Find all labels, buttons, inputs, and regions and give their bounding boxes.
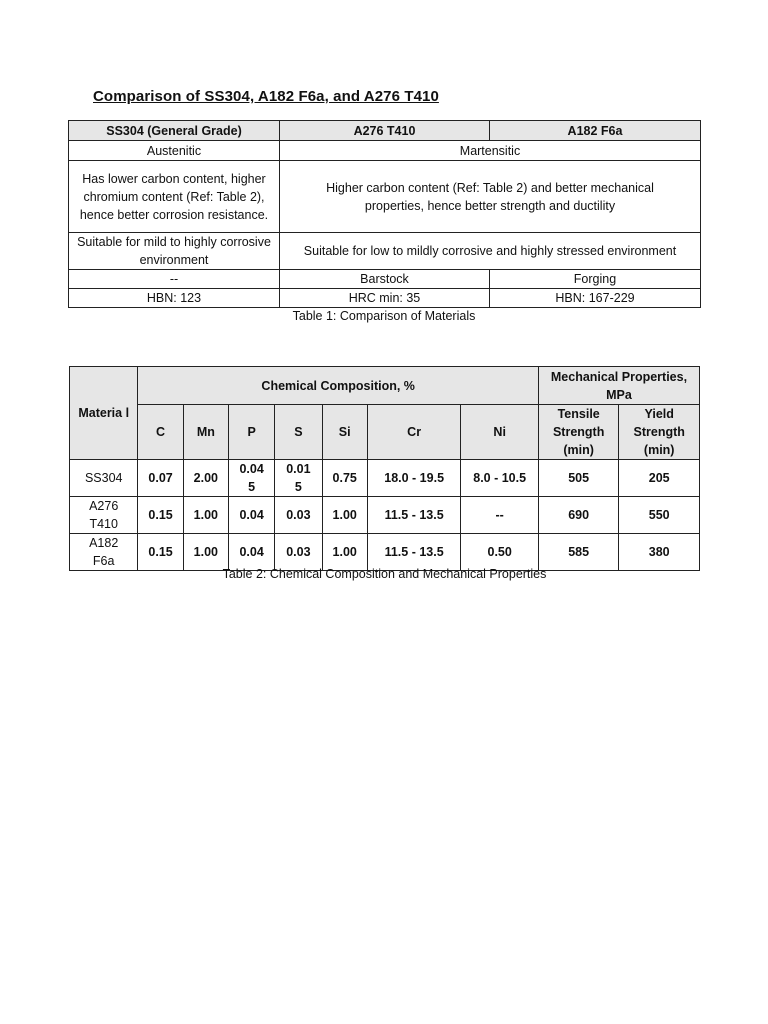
cell-yield: 550 (619, 497, 700, 534)
header-element-ni: Ni (461, 405, 539, 460)
header-element-cr: Cr (367, 405, 461, 460)
material-a276-t410 (70, 497, 138, 534)
header-material-label: Materia l (78, 406, 130, 420)
environment-ss304: Suitable for mild to highly corrosive environment (69, 233, 280, 270)
cell-tensile: 505 (538, 460, 619, 497)
table2-caption: Table 2: Chemical Composition and Mechanical Properties (222, 567, 547, 581)
header-a182-f6a: A182 F6a (490, 121, 701, 141)
header-element-p: P (228, 405, 274, 460)
cell-si: 1.00 (322, 534, 367, 571)
cell-yield: 380 (619, 534, 700, 571)
form-a182-f6a: Forging (490, 270, 701, 289)
cell-ni: 0.50 (461, 534, 539, 571)
cell-p (228, 460, 274, 497)
cell-tensile: 690 (538, 497, 619, 534)
cell-yield: 205 (619, 460, 700, 497)
properties-ss304: Has lower carbon content, higher chromium content (Ref: Table 2), hence better corrosion resistance. (69, 161, 280, 233)
table-row (70, 460, 700, 497)
cell-c: 0.15 (138, 534, 183, 571)
header-element-c: C (138, 405, 183, 460)
structure-martensitic: Martensitic (280, 141, 701, 161)
cell-p: 0.04 (228, 497, 274, 534)
cell-ni: 8.0 - 10.5 (461, 460, 539, 497)
cell-tensile: 585 (538, 534, 619, 571)
material-a182-f6a (70, 534, 138, 571)
cell-p-value: 0.04 5 (239, 462, 264, 494)
cell-mn: 1.00 (183, 534, 228, 571)
cell-si: 1.00 (322, 497, 367, 534)
header-element-s: S (275, 405, 322, 460)
cell-c: 0.15 (138, 497, 183, 534)
table-row (70, 534, 700, 571)
cell-ni: -- (461, 497, 539, 534)
environment-martensitic: Suitable for low to mildly corrosive and highly stressed environment (280, 233, 701, 270)
cell-s (275, 460, 322, 497)
material-a276-t410-label: A276 T410 (89, 499, 119, 531)
form-ss304: -- (69, 270, 280, 289)
material-a182-f6a-label: A182 F6a (89, 536, 119, 568)
form-a276-t410: Barstock (280, 270, 490, 289)
hardness-a276-t410: HRC min: 35 (280, 289, 490, 308)
table1-caption: Table 1: Comparison of Materials (292, 309, 476, 323)
header-mechanical-properties: Mechanical Properties, MPa (538, 367, 699, 405)
cell-s: 0.03 (275, 534, 322, 571)
header-element-si: Si (322, 405, 367, 460)
cell-p: 0.04 (228, 534, 274, 571)
cell-s: 0.03 (275, 497, 322, 534)
table-row (70, 497, 700, 534)
cell-cr: 11.5 - 13.5 (367, 497, 461, 534)
chemical-composition-table (69, 366, 700, 571)
document-title: Comparison of SS304, A182 F6a, and A276 T410 (93, 88, 439, 105)
structure-ss304: Austenitic (69, 141, 280, 161)
header-ss304: SS304 (General Grade) (69, 121, 280, 141)
header-yield-strength: Yield Strength (min) (619, 405, 700, 460)
cell-cr: 11.5 - 13.5 (367, 534, 461, 571)
header-element-mn: Mn (183, 405, 228, 460)
header-a276-t410: A276 T410 (280, 121, 490, 141)
header-material (70, 367, 138, 460)
hardness-ss304: HBN: 123 (69, 289, 280, 308)
cell-mn: 2.00 (183, 460, 228, 497)
cell-cr: 18.0 - 19.5 (367, 460, 461, 497)
header-tensile-strength: Tensile Strength (min) (538, 405, 619, 460)
properties-martensitic: Higher carbon content (Ref: Table 2) and better mechanical properties, hence better strength and ductility (280, 161, 701, 233)
materials-comparison-table (68, 120, 701, 308)
hardness-a182-f6a: HBN: 167-229 (490, 289, 701, 308)
cell-mn: 1.00 (183, 497, 228, 534)
cell-s-value: 0.01 5 (286, 462, 311, 494)
cell-c: 0.07 (138, 460, 183, 497)
material-ss304: SS304 (70, 460, 138, 497)
header-chemical-composition: Chemical Composition, % (138, 367, 539, 405)
cell-si: 0.75 (322, 460, 367, 497)
